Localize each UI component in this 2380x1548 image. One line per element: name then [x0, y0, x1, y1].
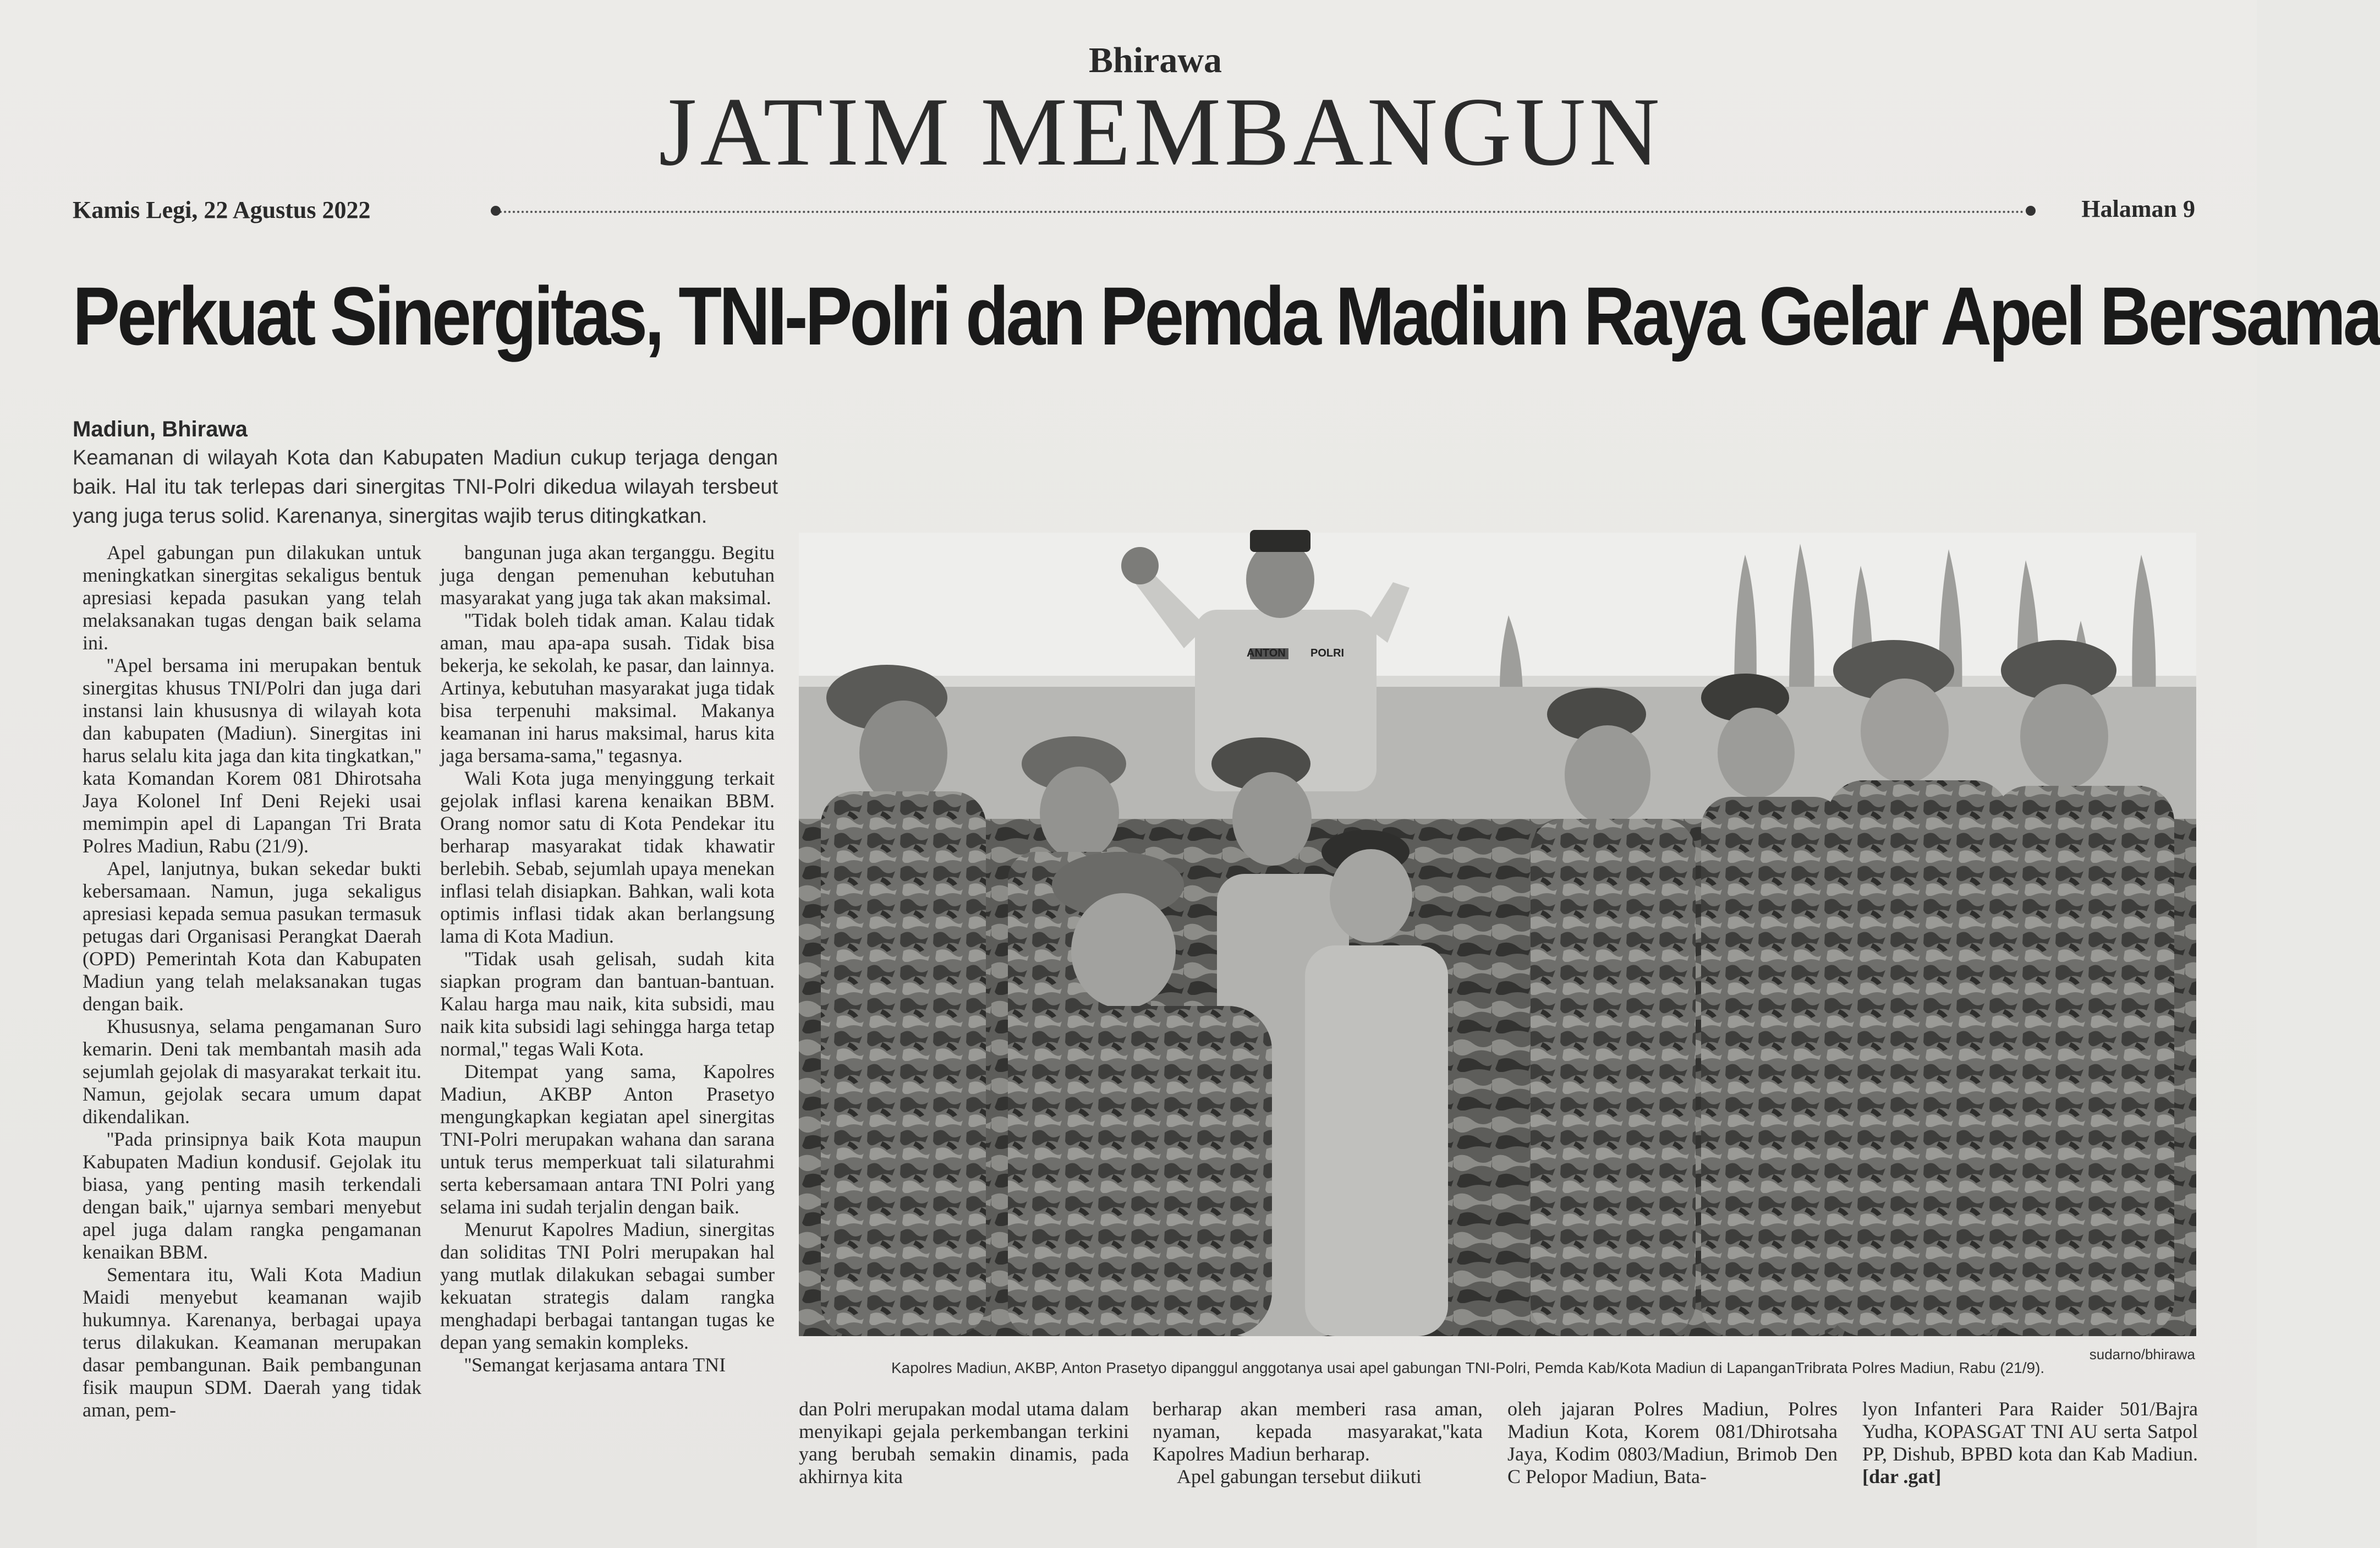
- issue-date: Kamis Legi, 22 Agustus 2022: [73, 196, 371, 223]
- section-title: JATIM MEMBANGUN: [659, 77, 1663, 186]
- paragraph: Wali Kota juga menyinggung terkait gejolak inflasi karena kenaikan BBM. Orang nomor satu di Kota Pendekar itu berharap masyarakat tidak khawatir berlebih. Sebab, sejumlah upaya menekan inflasi telah disiapkan. Bahkan, wali kota optimis inflasi tidak akan berlangsung lama di Kota Madiun.: [440, 767, 775, 947]
- closing-text: lyon Infanteri Para Raider 501/Bajra Yudha, KOPASGAT TNI AU serta Satpol PP, Dishub, BPBD kota dan Kab Madiun.: [1862, 1398, 2198, 1465]
- article-column-6: [1862, 1398, 2198, 1516]
- paragraph: berharap akan memberi rasa aman, nyaman, kepada masyarakat,''kata Kapolres Madiun berharap.: [1153, 1398, 1483, 1465]
- article-column-2: [440, 541, 775, 1376]
- unit-tag: POLRI: [1310, 647, 1345, 659]
- paragraph: Apel, lanjutnya, bukan sekedar bukti kebersamaan. Namun, juga sekaligus apresiasi kepada semua pasukan termasuk petugas dari Organisasi Perangkat Daerah (OPD) Pemerintah Kota dan Kabupaten Madiun yang telah melaksanakan tugas dengan baik.: [83, 857, 421, 1015]
- paragraph: dan Polri merupakan modal utama dalam menyikapi gejala perkembangan terkini yang berubah semakin dinamis, pada akhirnya kita: [799, 1398, 1129, 1487]
- paragraph: ''Apel bersama ini merupakan bentuk sinergitas khusus TNI/Polri dan juga dari instansi lain khususnya di wilayah kota dan kabupaten (Madiun). Sinergitas ini harus selalu kita jaga dan kita tingkatkan,'' kata Komandan Korem 081 Dhirotsaha Jaya Kolonel Inf Deni Rejeki usai memimpin apel di Lapangan Tri Brata Polres Madiun, Rabu (21/9).: [83, 654, 421, 857]
- photo-credit: sudarno/bhirawa: [2089, 1346, 2195, 1363]
- paragraph: ''Tidak usah gelisah, sudah kita siapkan program dan bantuan-bantuan. Kalau harga mau naik, kita subsidi, mau naik kita subsidi lagi sehingga harga tetap normal,'' tegas Wali Kota.: [440, 948, 775, 1060]
- article-column-1: [83, 541, 421, 1507]
- paragraph: ''Tidak boleh tidak aman. Kalau tidak aman, mau apa-apa susah. Tidak bisa bekerja, ke sekolah, ke pasar, dan lainnya. Artinya, kebutuhan masyarakat juga tidak bisa terpenuhi maksimal. Makanya keamanan ini harus maksimal, harus kita jaga bersama-sama,'' tegasnya.: [440, 609, 775, 767]
- paragraph: Menurut Kapolres Madiun, sinergitas dan soliditas TNI Polri merupakan hal yang mutlak dilakukan sebagai sumber kekuatan strategis dalam rangka menghadapi berbagai tantangan tugas ke depan yang semakin kompleks.: [440, 1218, 775, 1353]
- paragraph: Apel gabungan pun dilakukan untuk meningkatkan sinergitas sekaligus bentuk apresiasi kepada pasukan yang telah melaksanakan tugas dengan baik selama ini.: [83, 541, 421, 654]
- paragraph: Sementara itu, Wali Kota Madiun Maidi menyebut keamanan wajib hukumnya. Karenanya, berbagai upaya terus dilakukan. Keamanan merupakan dasar pembangunan. Baik pembangunan fisik maupun SDM. Daerah yang tidak aman, pem-: [83, 1263, 421, 1421]
- photo-illustration: [799, 533, 2196, 1336]
- masthead-rule: [495, 211, 2025, 213]
- rule-dot-left: [491, 206, 501, 216]
- paragraph: Khususnya, selama pengamanan Suro kemarin. Deni tak membantah masih ada sejumlah gejolak di masyarakat terkait itu. Namun, gejolak secara umum dapat dikendalikan.: [83, 1015, 421, 1128]
- article-column-3: [799, 1398, 1129, 1516]
- paragraph: [1862, 1398, 2198, 1488]
- name-tag: ANTON: [1247, 647, 1286, 659]
- article-dateline: Madiun, Bhirawa: [73, 417, 248, 441]
- newspaper-brand: Bhirawa: [1088, 40, 1222, 80]
- rule-dot-right: [2026, 206, 2036, 216]
- paragraph: oleh jajaran Polres Madiun, Polres Madiun Kota, Korem 081/Dhirotsaha Jaya, Kodim 0803/Madiun, Brimob Den C Pelopor Madiun, Bata-: [1507, 1398, 1838, 1487]
- news-photo: [799, 533, 2196, 1336]
- paragraph: ''Semangat kerjasama antara TNI: [464, 1354, 726, 1376]
- page-number: Halaman 9: [2081, 195, 2195, 222]
- article-column-4: [1153, 1398, 1483, 1516]
- paragraph: ''Pada prinsipnya baik Kota maupun Kabupaten Madiun kondusif. Gejolak itu biasa, yang penting masih terkendali dengan baik,'' ujarnya sembari menyebut apel juga dalam rangka pengamanan kenaikan BBM.: [83, 1128, 421, 1263]
- article-headline: Perkuat Sinergitas, TNI-Polri dan Pemda Madiun Raya Gelar Apel Bersama: [73, 270, 2380, 362]
- paragraph: Ditempat yang sama, Kapolres Madiun, AKBP Anton Prasetyo mengungkapkan kegiatan apel sinergitas TNI-Polri merupakan wahana dan sarana untuk terus memperkuat tali silaturahmi serta kebersamaan antara TNI Polri yang selama ini sudah terjalin dengan baik.: [440, 1060, 775, 1218]
- paragraph: bangunan juga akan terganggu. Begitu juga dengan pemenuhan kebutuhan masyarakat yang juga tak akan maksimal.: [440, 541, 775, 609]
- article-column-5: [1507, 1398, 1838, 1516]
- author-signature: [dar .gat]: [1862, 1465, 1942, 1487]
- photo-caption: Kapolres Madiun, AKBP, Anton Prasetyo dipanggul anggotanya usai apel gabungan TNI-Polri, Pemda Kab/Kota Madiun di LapanganTribrata Polres Madiun, Rabu (21/9).: [891, 1359, 2045, 1376]
- paragraph: Apel gabungan tersebut diikuti: [1177, 1465, 1422, 1487]
- article-lead: Keamanan di wilayah Kota dan Kabupaten Madiun cukup terjaga dengan baik. Hal itu tak terlepas dari sinergitas TNI-Polri dikedua wilayah tersbeut yang juga terus solid. Karenanya, sinergitas wajib terus ditingkatkan.: [73, 446, 778, 528]
